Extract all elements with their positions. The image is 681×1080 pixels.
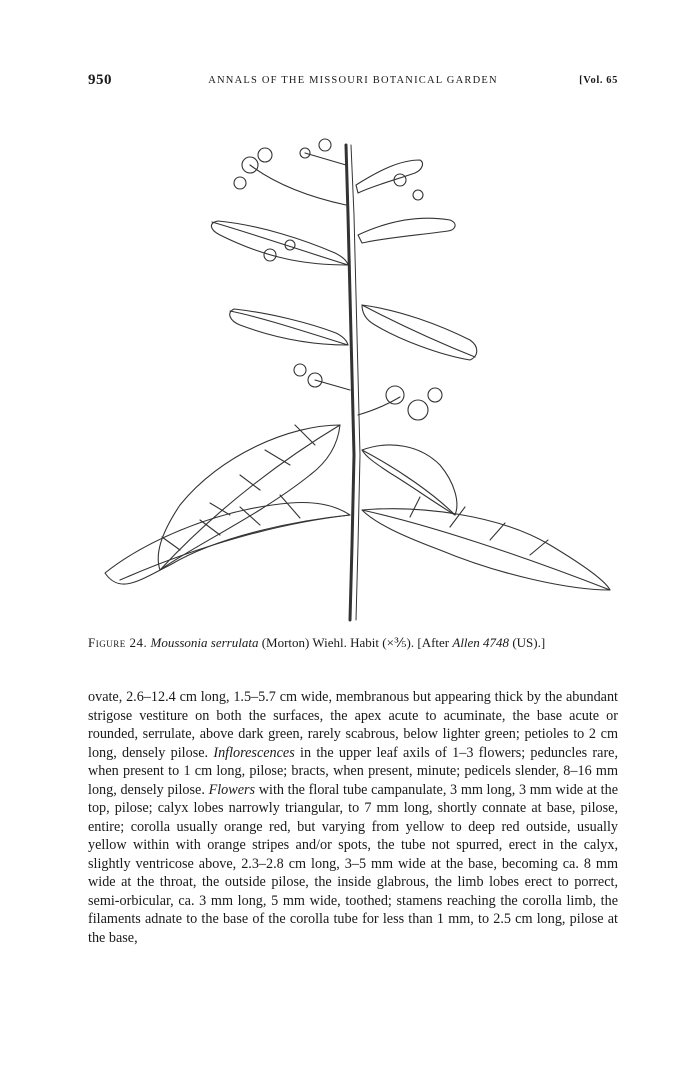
term-flowers: Flowers	[208, 781, 256, 798]
page-header	[88, 72, 618, 92]
plant-illustration-icon	[100, 125, 620, 625]
body-segment-1: ovate, 2.6–12.4 cm long, 1.5–5.7 cm wide, membranous but appearing thick by the abundant strigose vestiture on both the surfaces, the apex acute to acuminate, the base acute or rounded, serrulate, above dark green, rarely scabrous, below lighter green; petioles to 2 cm long, densely pilose.	[88, 689, 618, 761]
body-paragraph	[88, 688, 618, 947]
species-name: Moussonia serrulata	[150, 635, 259, 650]
running-head: ANNALS OF THE MISSOURI BOTANICAL GARDEN	[208, 75, 498, 86]
caption-herbarium: (US).]	[512, 635, 546, 650]
body-segment-3: with the floral tube campanulate, 3 mm long, 3 mm wide at the top, pilose; calyx lobes narrowly triangular, to 7 mm long, shortly connate at base, pilose, entire; corolla usually orange red, but varying from yellow to deep red outside, usually yellow within with orange stripes and/or spots, the tube not spurred, erect in the calyx, slightly ventricose above, 2.3–2.8 cm long, 3–5 mm wide at the base, becoming ca. 8 mm wide at the throat, the outside pilose, the inside glabrous, the limb lobes erect to porrect, semi-orbicular, ca. 3 mm long, 5 mm wide, toothed; stamens reaching the corolla limb, the filaments adnate to the base of the corolla tube for less than 1 mm, to 2.5 cm long, pilose at the base,	[88, 781, 618, 946]
page-number: 950	[88, 72, 112, 88]
figure-label: Figure 24.	[88, 635, 148, 650]
term-inflorescences: Inflorescences	[213, 744, 295, 761]
volume-label: [Vol. 65	[579, 75, 618, 86]
figure-caption	[88, 634, 618, 651]
body-segment-2: in the upper leaf axils of 1–3 flowers; peduncles rare, when present to 1 cm long, pilose; bracts, when present, minute; pedicels slender, 8–16 mm long, densely pilose.	[88, 744, 619, 798]
body-text	[88, 688, 618, 947]
caption-author: (Morton) Wiehl. Habit (×⅗).	[261, 635, 415, 650]
caption-after: [After	[417, 635, 450, 650]
caption-collector: Allen 4748	[452, 635, 510, 650]
